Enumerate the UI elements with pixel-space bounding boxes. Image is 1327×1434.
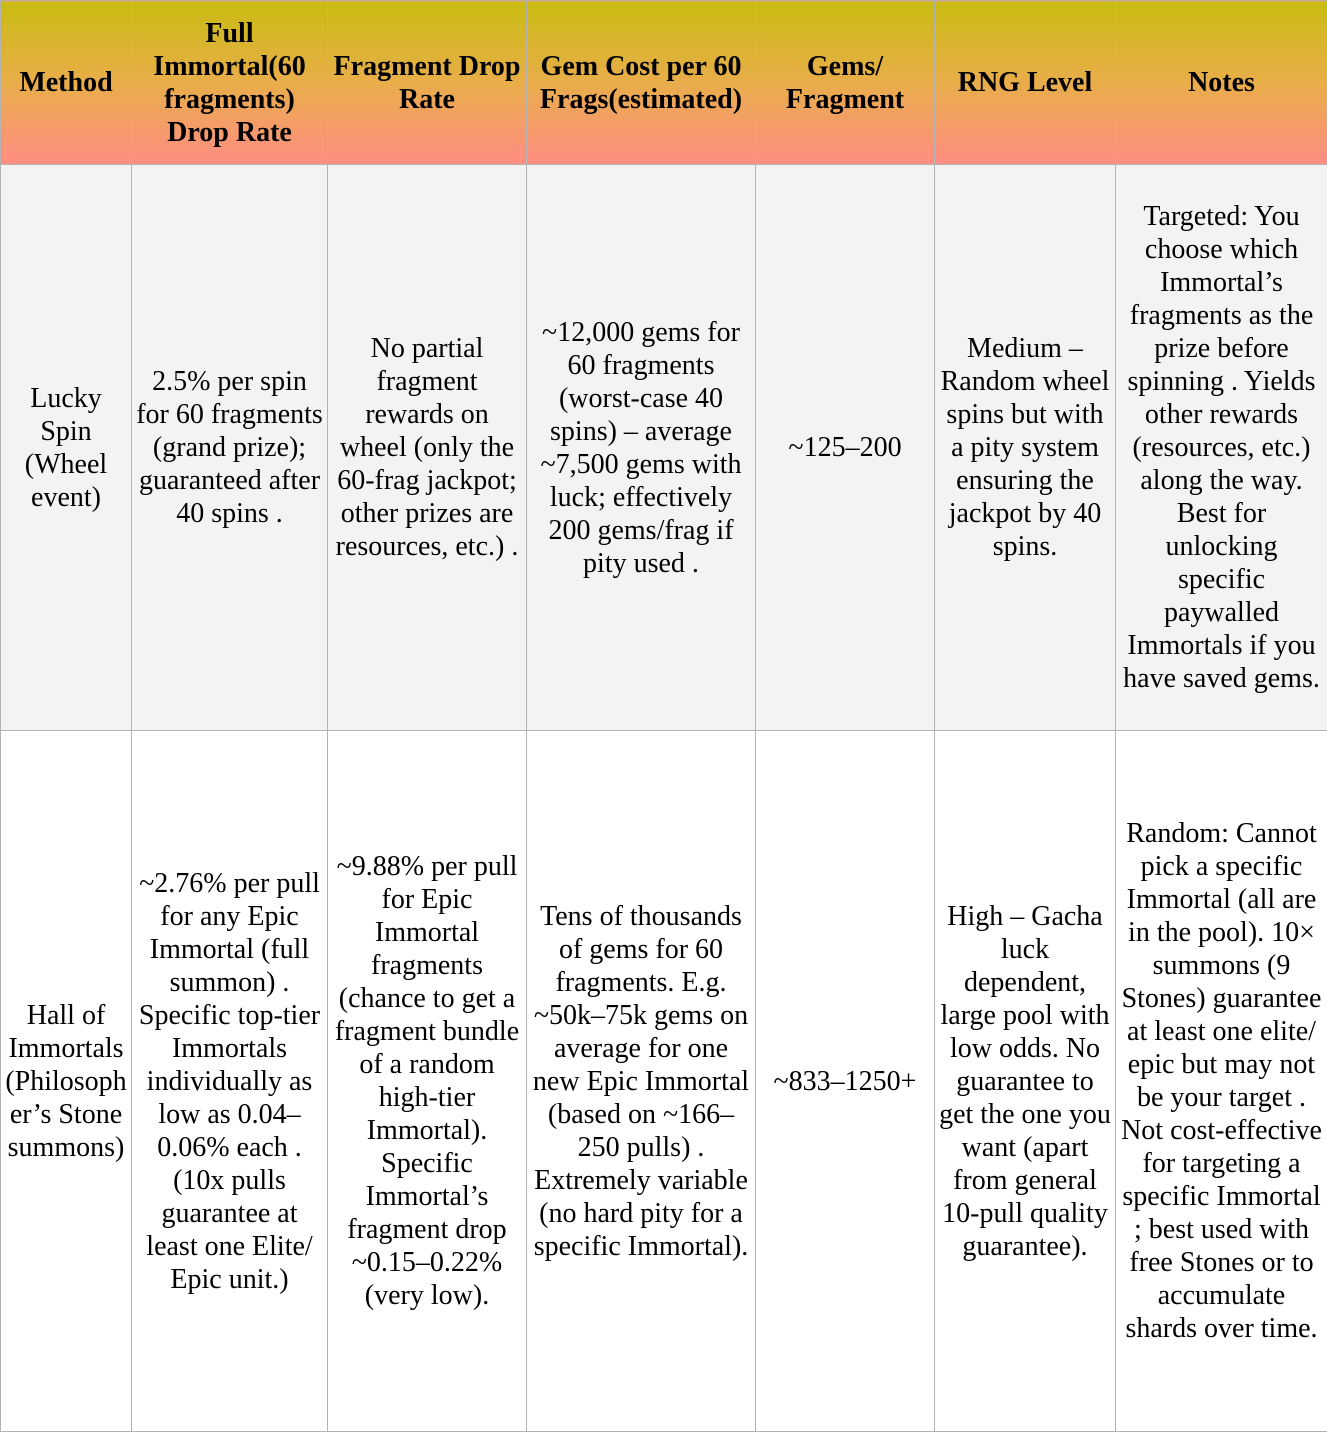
- table-row: [1, 165, 1327, 731]
- cell-gems-per-fragment: ~125–200: [756, 165, 935, 731]
- table-body: [1, 165, 1327, 1432]
- cell-rng-level: Medium – Random wheel spins but with a pity system ensuring the jackpot by 40 spins.: [935, 165, 1116, 731]
- header-rng-level: RNG Level: [935, 1, 1116, 165]
- cell-gem-cost: ~12,000 gems for 60 fragments (worst-case 40 spins) – average ~7,500 gems with luck; effectively 200 gems/frag if pity used .: [527, 165, 756, 731]
- table-header: [1, 1, 1327, 165]
- header-method: Method: [1, 1, 132, 165]
- cell-full-immortal-drop-rate: 2.5% per spin for 60 fragments (grand prize); guaranteed after 40 spins .: [132, 165, 328, 731]
- header-row: [1, 1, 1327, 165]
- cell-gems-per-fragment: ~833–1250+: [756, 731, 935, 1432]
- header-gem-cost: Gem Cost per 60 Frags(estimated): [527, 1, 756, 165]
- header-full-immortal-drop-rate: Full Immortal(60 fragments) Drop Rate: [132, 1, 328, 165]
- header-gems-per-fragment: Gems/ Fragment: [756, 1, 935, 165]
- cell-method: Lucky Spin (Wheel event): [1, 165, 132, 731]
- cell-fragment-drop-rate: ~9.88% per pull for Epic Immortal fragments (chance to get a fragment bundle of a random high-tier Immortal). Specific Immortal’s fragment drop ~0.15–0.22% (very low).: [328, 731, 527, 1432]
- header-fragment-drop-rate: Fragment Drop Rate: [328, 1, 527, 165]
- table-row: [1, 731, 1327, 1432]
- cell-fragment-drop-rate: No partial fragment rewards on wheel (only the 60-frag jackpot; other prizes are resources, etc.) .: [328, 165, 527, 731]
- cell-rng-level: High – Gacha luck dependent, large pool with low odds. No guarantee to get the one you want (apart from general 10-pull quality guarantee).: [935, 731, 1116, 1432]
- cell-gem-cost: Tens of thousands of gems for 60 fragments. E.g. ~50k–75k gems on average for one new Epic Immortal (based on ~166–250 pulls) . Extremely variable (no hard pity for a specific Immortal).: [527, 731, 756, 1432]
- header-notes: Notes: [1116, 1, 1327, 165]
- cell-notes: Targeted: You choose which Immortal’s fragments as the prize before spinning . Yields other rewards (resources, etc.) along the way. Best for unlocking specific paywalled Immortals if you have saved gems.: [1116, 165, 1327, 731]
- cell-full-immortal-drop-rate: ~2.76% per pull for any Epic Immortal (full summon) . Specific top-tier Immortals individually as low as 0.04–0.06% each . (10x pulls guarantee at least one Elite/ Epic unit.): [132, 731, 328, 1432]
- cell-method: Hall of Immortals (Philosopher’s Stone summons): [1, 731, 132, 1432]
- cell-notes: Random: Cannot pick a specific Immortal (all are in the pool). 10× summons (9 Stones) guarantee at least one elite/ epic but may not be your target . Not cost-effective for targeting a specific Immortal ; best used with free Stones or to accumulate shards over time.: [1116, 731, 1327, 1432]
